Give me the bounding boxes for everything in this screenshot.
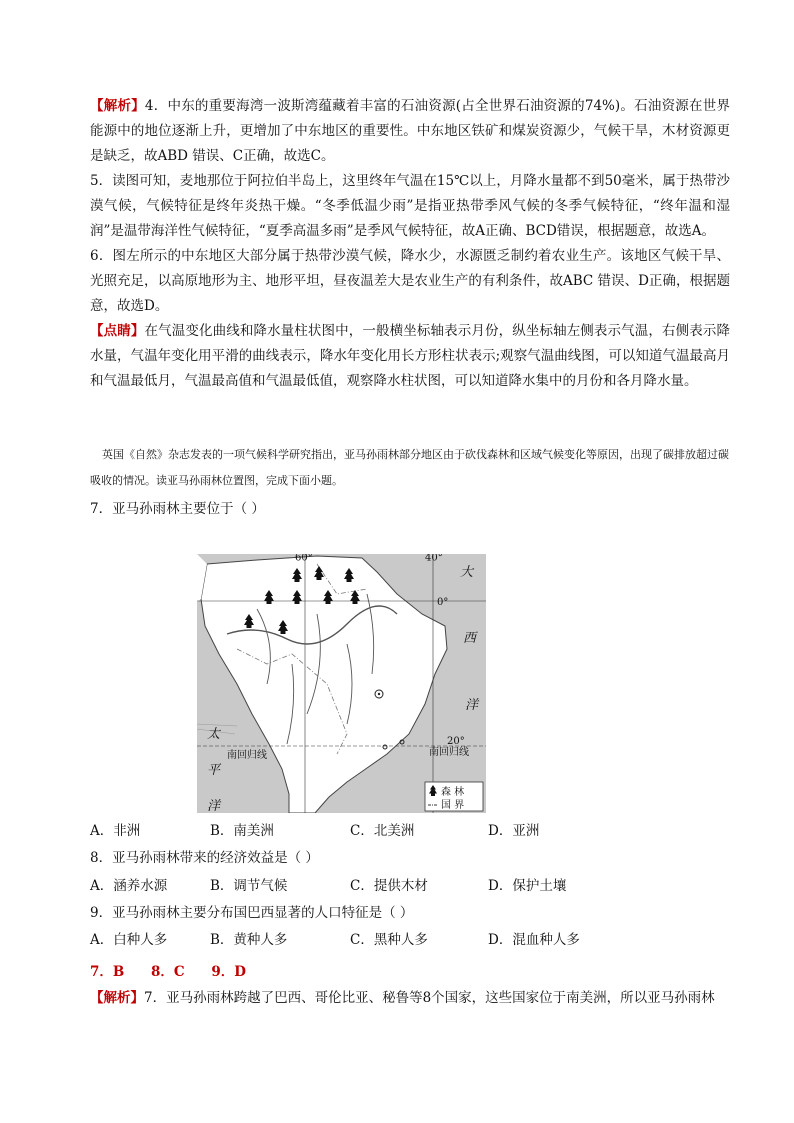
group-lead: 英国《自然》杂志发表的一项气候科学研究指出，亚马孙雨林部分地区由于砍伐森林和区域气候变化等原因，出现了碳排放超过碳吸收的情况。读亚马孙雨林位置图，完成下面小题。 <box>90 448 729 487</box>
analysis-7-text: 7．亚马孙雨林跨越了巴西、哥伦比亚、秘鲁等8个国家，这些国家位于南美洲，所以亚马孙雨林 <box>144 990 715 1006</box>
q8-option-c[interactable]: C．提供木材 <box>350 878 428 894</box>
answer-8: 8．C <box>151 964 185 980</box>
q9-option-a[interactable]: A．白种人多 <box>90 932 168 948</box>
analysis-7 <box>90 986 730 1010</box>
q9-option-d[interactable]: D．混血种人多 <box>488 932 580 948</box>
answer-7: 7．B <box>90 964 125 980</box>
pacific-char-3: 洋 <box>207 799 221 813</box>
pacific-char-2: 平 <box>207 763 221 778</box>
legend <box>425 782 483 811</box>
atlantic-char-2: 西 <box>463 631 477 646</box>
analysis-4 <box>90 94 730 169</box>
analysis-7-tag: 【解析】 <box>90 990 144 1006</box>
atlantic-char-1: 大 <box>460 565 474 580</box>
q7-option-d[interactable]: D．亚洲 <box>488 823 540 839</box>
pacific-char-1: 太 <box>207 727 221 742</box>
q7-option-b[interactable]: B．南美洲 <box>210 823 274 839</box>
q7-option-c[interactable]: C．北美洲 <box>350 823 415 839</box>
analysis-5: 5．读图可知，麦地那位于阿拉伯半岛上，这里终年气温在15℃以上，月降水量都不到50毫米，属于热带沙漠气候，气候特征是终年炎热干燥。“冬季低温少雨”是指亚热带季风气候的冬季气候特征，“终年温和湿润”是温带海洋性气候特征，“夏季高温多雨”是季风气候特征，故A正确、BCD错误，根据题意，故选A。 <box>90 173 730 239</box>
atlantic-char-3: 洋 <box>465 698 479 713</box>
lon-60-label: 60° <box>295 554 313 564</box>
tropic-right-label: 南回归线 <box>429 747 469 758</box>
question-9-options <box>90 929 710 951</box>
q8-option-d[interactable]: D．保护土壤 <box>488 878 567 894</box>
q7-option-a[interactable]: A．非洲 <box>90 823 141 839</box>
q8-option-a[interactable]: A．涵养水源 <box>90 878 168 894</box>
q8-option-b[interactable]: B．调节气候 <box>210 878 288 894</box>
amazon-map <box>197 554 486 813</box>
tropic-left-label: 南回归线 <box>227 750 267 761</box>
q9-option-c[interactable]: C．黑种人多 <box>350 932 428 948</box>
lat-20-label: 20° <box>447 736 465 747</box>
tip-tag: 【点睛】 <box>90 323 145 339</box>
analysis-4-6 <box>90 94 730 394</box>
tip-text: 在气温变化曲线和降水量柱状图中，一般横坐标轴表示月份，纵坐标轴左侧表示气温，右侧表示降水量，气温年变化用平滑的曲线表示，降水年变化用长方形柱状表示;观察气温曲线图，可以知道气温最高月和气温最低月，气温最高值和气温最低值，观察降水柱状图，可以知道降水集中的月份和各月降水量。 <box>90 323 731 389</box>
question-9-stem: 9．亚马孙雨林主要分布国巴西显著的人口特征是（ ） <box>90 905 414 921</box>
answer-key <box>90 960 268 980</box>
question-7-stem: 7．亚马孙雨林主要位于（ ） <box>90 501 265 517</box>
legend-forest-label: 森 林 <box>441 787 465 798</box>
question-8-stem: 8．亚马孙雨林带来的经济效益是（ ） <box>90 850 319 866</box>
legend-border-label: 国 界 <box>441 800 465 811</box>
lon-40-label: 40° <box>425 554 443 564</box>
lat-0-label: 0° <box>437 597 449 608</box>
analysis-4-text: 4．中东的重要海湾一波斯湾蕴藏着丰富的石油资源(占全世界石油资源的74%)。石油资源在世界能源中的地位逐渐上升，更增加了中东地区的重要性。中东地区铁矿和煤炭资源少，气候干旱，木材资源更是缺乏，故ABD 错误、C正确，故选C。 <box>90 98 730 164</box>
q9-option-b[interactable]: B．黄种人多 <box>210 932 288 948</box>
answer-9: 9．D <box>211 964 246 980</box>
tip <box>90 319 730 394</box>
question-8-options <box>90 875 710 897</box>
analysis-tag: 【解析】 <box>90 98 145 114</box>
analysis-6: 6．图左所示的中东地区大部分属于热带沙漠气候，降水少，水源匮乏制约着农业生产。该地区气候干旱、光照充足，以高原地形为主、地形平坦，昼夜温差大是农业生产的有利条件，故ABC 错误、D正确，根据题意，故选D。 <box>90 248 730 314</box>
question-7-options <box>90 820 710 842</box>
